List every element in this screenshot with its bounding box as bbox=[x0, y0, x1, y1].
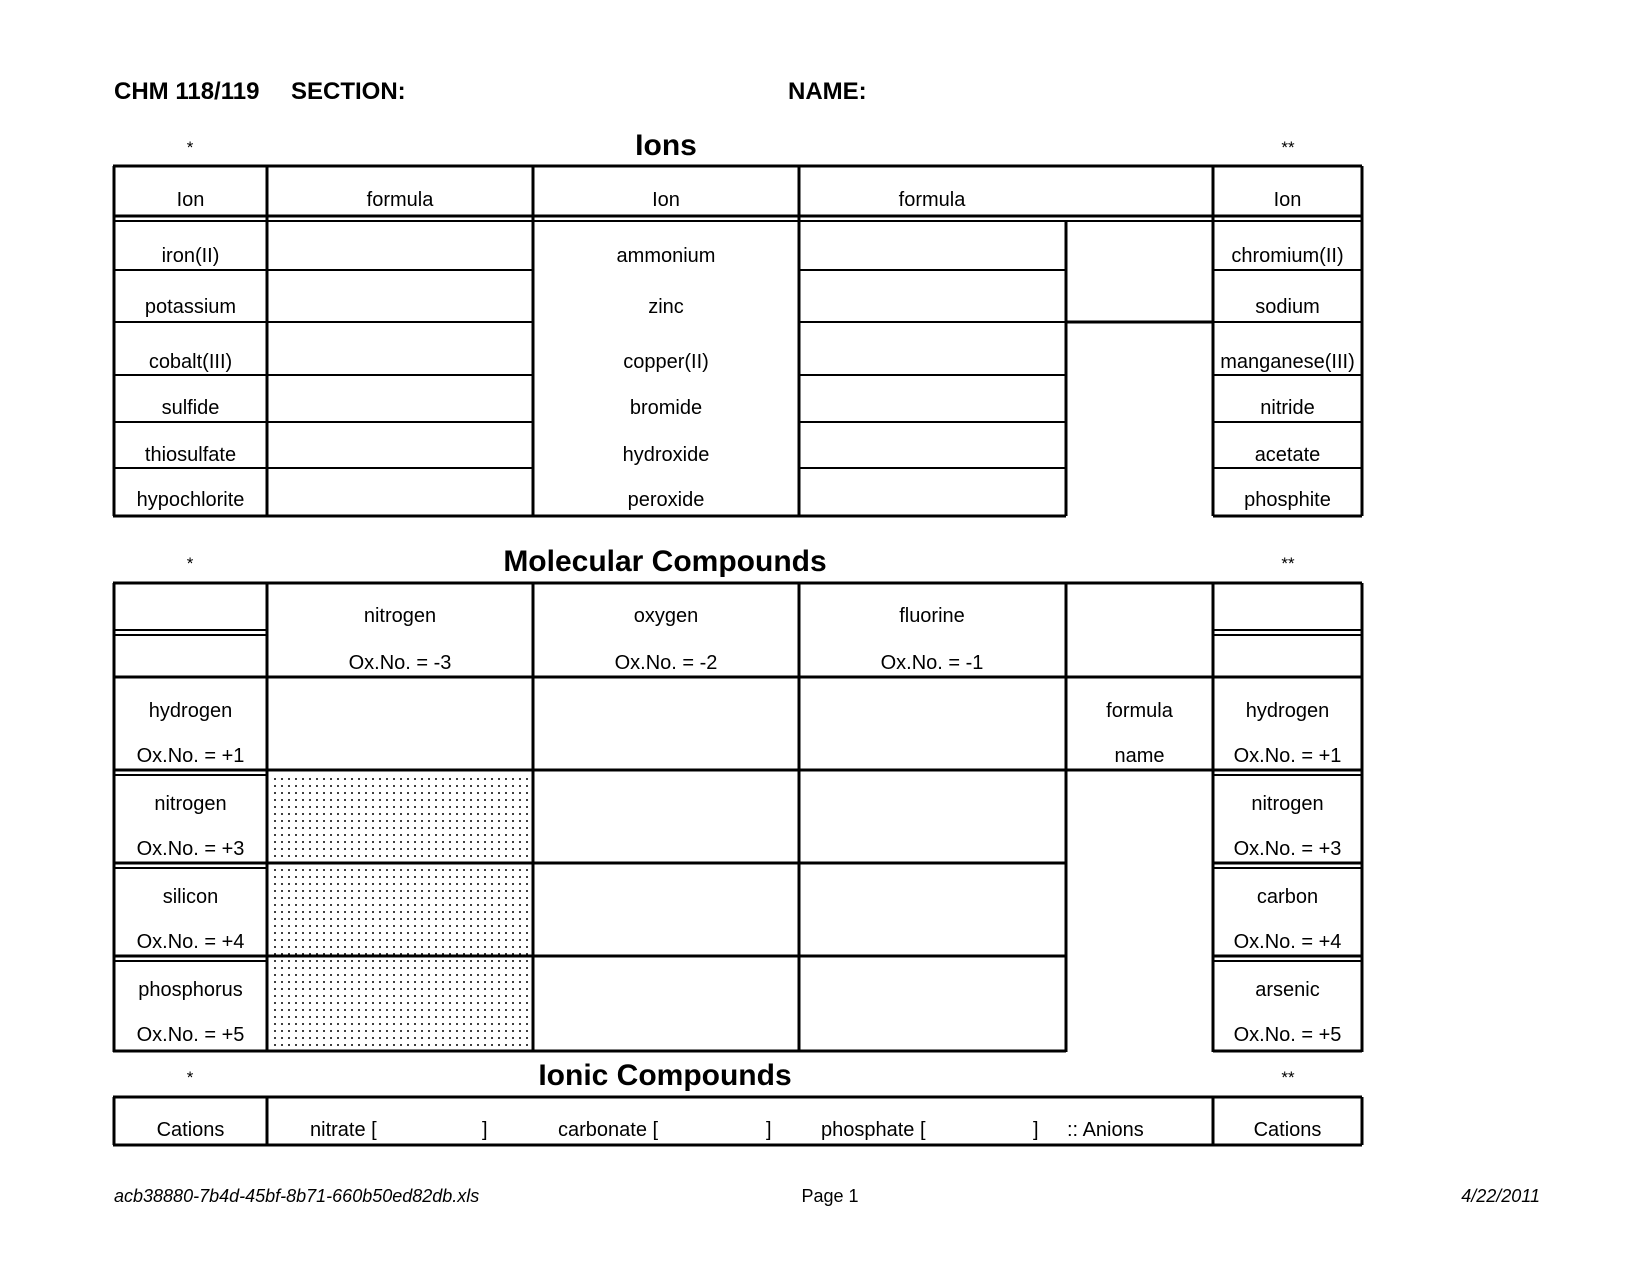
ion-name: hydroxide bbox=[622, 444, 710, 466]
ion-name: chromium(II) bbox=[1231, 245, 1344, 267]
shaded-cells bbox=[270, 775, 530, 1050]
phosphate-bracket: ] bbox=[1033, 1119, 1039, 1141]
right-element-ox: Ox.No. = +3 bbox=[1233, 838, 1342, 860]
phosphate-label: phosphate [ bbox=[821, 1119, 926, 1141]
ion-name: peroxide bbox=[627, 489, 705, 511]
ion-name: iron(II) bbox=[161, 245, 220, 267]
ionic-star-right: ** bbox=[1281, 1068, 1295, 1087]
section-label: SECTION: bbox=[291, 78, 406, 105]
nitrate-bracket: ] bbox=[482, 1119, 488, 1141]
molecular-title: Molecular Compounds bbox=[503, 545, 827, 578]
ions-star-left: * bbox=[186, 138, 194, 157]
ion-name: potassium bbox=[144, 296, 237, 318]
left-element-name: hydrogen bbox=[148, 700, 233, 722]
key-formula: formula bbox=[1106, 700, 1173, 722]
ions-title: Ions bbox=[635, 129, 697, 162]
ion-name: ammonium bbox=[616, 245, 716, 267]
molecular-star-right: ** bbox=[1281, 554, 1295, 573]
left-element-name: nitrogen bbox=[154, 793, 227, 815]
right-element-ox: Ox.No. = +4 bbox=[1233, 931, 1342, 953]
ion-name: sulfide bbox=[161, 397, 220, 419]
name-label: NAME: bbox=[788, 78, 867, 105]
left-element-ox: Ox.No. = +1 bbox=[136, 745, 245, 767]
course-label: CHM 118/119 bbox=[114, 78, 260, 105]
ions-star-right: ** bbox=[1281, 138, 1295, 157]
top-element-ox: Ox.No. = -2 bbox=[614, 652, 718, 674]
ion-name: manganese(III) bbox=[1220, 351, 1355, 373]
carbonate-label: carbonate [ bbox=[558, 1119, 659, 1141]
right-element-name: arsenic bbox=[1255, 979, 1320, 1001]
nitrate-label: nitrate [ bbox=[310, 1119, 377, 1141]
left-element-name: silicon bbox=[162, 886, 219, 908]
right-element-name: carbon bbox=[1256, 886, 1319, 908]
top-element-name: oxygen bbox=[633, 605, 699, 627]
top-element-ox: Ox.No. = -3 bbox=[348, 652, 452, 674]
ion-name: nitride bbox=[1260, 397, 1315, 419]
footer-page: Page 1 bbox=[801, 1186, 859, 1206]
ion-name: zinc bbox=[648, 296, 684, 318]
ions-header-formula-1: formula bbox=[366, 189, 434, 211]
ionic-table-lines bbox=[113, 1097, 1362, 1145]
ion-name: copper(II) bbox=[623, 351, 709, 373]
carbonate-bracket: ] bbox=[766, 1119, 772, 1141]
right-element-ox: Ox.No. = +5 bbox=[1233, 1024, 1342, 1046]
ion-name: bromide bbox=[629, 397, 703, 419]
ions-header-formula-2: formula bbox=[898, 189, 966, 211]
molecular-star-left: * bbox=[186, 554, 194, 573]
ionic-title: Ionic Compounds bbox=[538, 1059, 792, 1092]
top-element-name: fluorine bbox=[899, 605, 965, 627]
ion-name: thiosulfate bbox=[144, 444, 237, 466]
ions-header-ion-1: Ion bbox=[176, 189, 205, 211]
ions-header-ion-2: Ion bbox=[652, 189, 680, 211]
left-element-ox: Ox.No. = +3 bbox=[136, 838, 245, 860]
ion-name: sodium bbox=[1255, 296, 1320, 318]
footer-filename: acb38880-7b4d-45bf-8b71-660b50ed82db.xls bbox=[114, 1186, 480, 1206]
top-element-name: nitrogen bbox=[363, 605, 437, 627]
left-element-ox: Ox.No. = +5 bbox=[136, 1024, 245, 1046]
left-element-name: phosphorus bbox=[138, 979, 243, 1001]
right-element-name: nitrogen bbox=[1251, 793, 1324, 815]
left-element-ox: Ox.No. = +4 bbox=[136, 931, 245, 953]
ion-name: hypochlorite bbox=[136, 489, 245, 511]
footer-date: 4/22/2011 bbox=[1461, 1186, 1540, 1206]
ion-name: cobalt(III) bbox=[148, 351, 233, 373]
anions-label: :: Anions bbox=[1067, 1119, 1144, 1141]
ion-name: acetate bbox=[1254, 444, 1321, 466]
key-name: name bbox=[1114, 745, 1165, 767]
top-element-ox: Ox.No. = -1 bbox=[880, 652, 984, 674]
right-element-name: hydrogen bbox=[1245, 700, 1330, 722]
cations-left-label: Cations bbox=[156, 1119, 225, 1141]
ionic-star-left: * bbox=[186, 1068, 194, 1087]
ions-header-ion-3: Ion bbox=[1273, 189, 1302, 211]
right-element-ox: Ox.No. = +1 bbox=[1233, 745, 1342, 767]
cations-right-label: Cations bbox=[1253, 1119, 1322, 1141]
ion-name: phosphite bbox=[1244, 489, 1331, 511]
